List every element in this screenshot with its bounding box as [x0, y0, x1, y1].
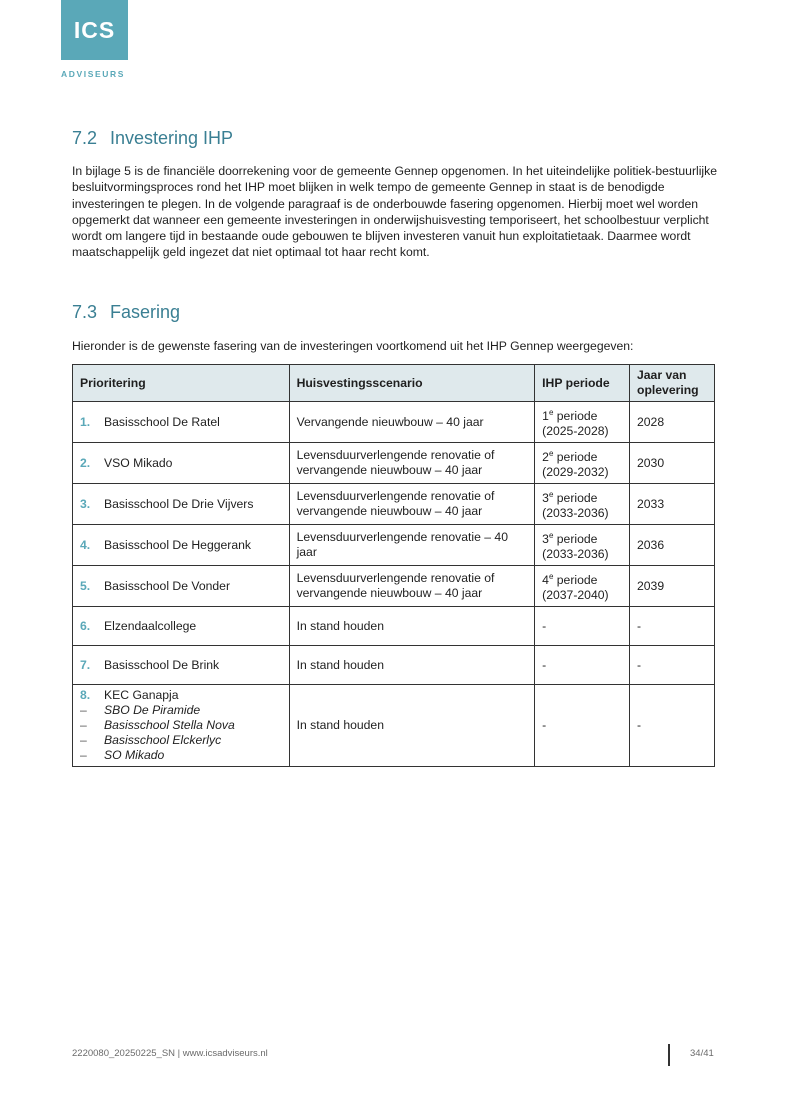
- table-row: [73, 646, 715, 685]
- period-ordinal-suffix: e: [548, 490, 554, 500]
- column-header: Prioritering: [73, 365, 290, 402]
- table-row: [73, 443, 715, 484]
- rank-number: 1.: [80, 414, 91, 429]
- dash-bullet: –: [80, 703, 87, 718]
- period-years: (2037-2040): [542, 588, 609, 603]
- period-ordinal: 3: [542, 491, 549, 506]
- cell-jaar: 2039: [630, 566, 715, 607]
- section-heading-investering: [72, 128, 233, 149]
- column-header: Huisvestingsscenario: [289, 365, 535, 402]
- subschool-item: [80, 718, 282, 733]
- column-header: IHP periode: [535, 365, 630, 402]
- period-years: (2029-2032): [542, 465, 609, 480]
- cell-scenario: Levensduurverlengende renovatie – 40 jaar: [289, 525, 535, 566]
- footer-reference: 2220080_20250225_SN | www.icsadviseurs.nl: [72, 1048, 268, 1059]
- cell-ihp-periode: [535, 443, 630, 484]
- cell-prioritering: [73, 646, 290, 685]
- period-ordinal: 2: [542, 450, 549, 465]
- period-ordinal-suffix: e: [548, 572, 554, 582]
- period-years: (2025-2028): [542, 424, 609, 439]
- rank-number: 2.: [80, 455, 91, 470]
- cell-ihp-periode: [535, 566, 630, 607]
- period-years: (2033-2036): [542, 547, 609, 562]
- cell-jaar: -: [630, 685, 715, 767]
- cell-prioritering: [73, 402, 290, 443]
- subschool-name: SO Mikado: [104, 748, 165, 763]
- rank-number: 6.: [80, 618, 91, 633]
- cell-prioritering: [73, 484, 290, 525]
- period-word: periode: [553, 532, 598, 547]
- cell-ihp-periode: -: [535, 646, 630, 685]
- dash-bullet: –: [80, 718, 87, 733]
- cell-ihp-periode: -: [535, 685, 630, 767]
- cell-jaar: -: [630, 646, 715, 685]
- period-ordinal-suffix: e: [548, 408, 554, 417]
- cell-ihp-periode: -: [535, 607, 630, 646]
- cell-jaar: 2028: [630, 402, 715, 443]
- cell-scenario: In stand houden: [289, 646, 535, 685]
- cell-jaar: 2036: [630, 525, 715, 566]
- company-logo-subtitle: ADVISEURS: [61, 69, 125, 79]
- subschool-item: [80, 703, 282, 718]
- period-word: periode: [553, 409, 598, 424]
- footer-divider: [668, 1044, 670, 1066]
- rank-number: 4.: [80, 537, 91, 552]
- period-ordinal: 4: [542, 573, 549, 588]
- cell-prioritering: [73, 607, 290, 646]
- investering-paragraph: In bijlage 5 is de financiële doorrekening voor de gemeente Gennep opgenomen. In het uiteindelijke politiek-bestuurlijke besluitvormingsproces rond het IHP moet blijken in welk tempo de gemeente Gennep in staat is de benodigde investeringen te plegen. In de volgende paragraaf is de onderbouwde fasering opgenomen. Hierbij moet wel worden opgemerkt dat wanneer een gemeente investeringen in onderwijshuisvesting temporiseert, het schoolbestuur verplicht wordt om langere tijd in bestaande oude gebouwen te blijven investeren vanuit hun exploitatietaak. Daarmee wordt maatschappelijk geld ingezet dat niet optimaal tot haar recht komt.: [72, 164, 718, 260]
- school-name: Basisschool De Brink: [104, 657, 220, 672]
- cell-ihp-periode: [535, 402, 630, 443]
- table-row: [73, 402, 715, 443]
- table-row: [73, 566, 715, 607]
- cell-scenario: In stand houden: [289, 685, 535, 767]
- fasering-intro: Hieronder is de gewenste fasering van de investeringen voortkomend uit het IHP Gennep weergegeven:: [72, 339, 634, 353]
- column-header: Jaar van oplevering: [630, 365, 715, 402]
- section-title: Investering IHP: [110, 128, 234, 148]
- cell-ihp-periode: [535, 484, 630, 525]
- cell-jaar: -: [630, 607, 715, 646]
- table-row: [73, 685, 715, 767]
- school-name: Basisschool De Vonder: [104, 578, 231, 593]
- period-word: periode: [553, 450, 598, 465]
- cell-scenario: Levensduurverlengende renovatie of vervangende nieuwbouw – 40 jaar: [289, 443, 535, 484]
- subschool-list: [80, 703, 282, 763]
- cell-prioritering: [73, 566, 290, 607]
- subschool-name: Basisschool Elckerlyc: [104, 733, 222, 748]
- school-name: KEC Ganapja: [104, 688, 179, 703]
- table-row: [73, 484, 715, 525]
- school-name: Basisschool De Heggerank: [104, 537, 252, 552]
- table-header-row: [73, 365, 715, 402]
- cell-scenario: Vervangende nieuwbouw – 40 jaar: [289, 402, 535, 443]
- section-number: 7.3: [72, 302, 98, 322]
- cell-scenario: Levensduurverlengende renovatie of vervangende nieuwbouw – 40 jaar: [289, 484, 535, 525]
- dash-bullet: –: [80, 733, 87, 748]
- subschool-name: Basisschool Stella Nova: [104, 718, 235, 733]
- cell-scenario: Levensduurverlengende renovatie of vervangende nieuwbouw – 40 jaar: [289, 566, 535, 607]
- section-number: 7.2: [72, 128, 98, 148]
- cell-ihp-periode: [535, 525, 630, 566]
- page-number: 34/41: [690, 1048, 714, 1059]
- cell-prioritering: [73, 685, 290, 767]
- fasering-table: [72, 364, 715, 767]
- period-ordinal-suffix: e: [548, 449, 554, 459]
- subschool-item: [80, 748, 282, 763]
- rank-number: 5.: [80, 578, 91, 593]
- cell-jaar: 2033: [630, 484, 715, 525]
- school-name: Basisschool De Drie Vijvers: [104, 496, 254, 511]
- subschool-item: [80, 733, 282, 748]
- period-ordinal: 1: [542, 409, 549, 424]
- company-logo: ICS: [61, 0, 128, 60]
- cell-prioritering: [73, 443, 290, 484]
- section-heading-fasering: [72, 302, 180, 323]
- cell-scenario: In stand houden: [289, 607, 535, 646]
- section-title: Fasering: [110, 302, 181, 322]
- school-name: Elzendaalcollege: [104, 618, 197, 633]
- school-name: VSO Mikado: [104, 455, 173, 470]
- period-ordinal-suffix: e: [548, 531, 554, 541]
- school-name: Basisschool De Ratel: [104, 414, 220, 429]
- table-body: [73, 402, 715, 767]
- table-row: [73, 525, 715, 566]
- dash-bullet: –: [80, 748, 87, 763]
- cell-jaar: 2030: [630, 443, 715, 484]
- rank-number: 3.: [80, 496, 91, 511]
- period-word: periode: [553, 573, 598, 588]
- period-years: (2033-2036): [542, 506, 609, 521]
- period-ordinal: 3: [542, 532, 549, 547]
- rank-number: 7.: [80, 657, 91, 672]
- subschool-name: SBO De Piramide: [104, 703, 201, 718]
- table-row: [73, 607, 715, 646]
- cell-prioritering: [73, 525, 290, 566]
- period-word: periode: [553, 491, 598, 506]
- rank-number: 8.: [80, 688, 91, 703]
